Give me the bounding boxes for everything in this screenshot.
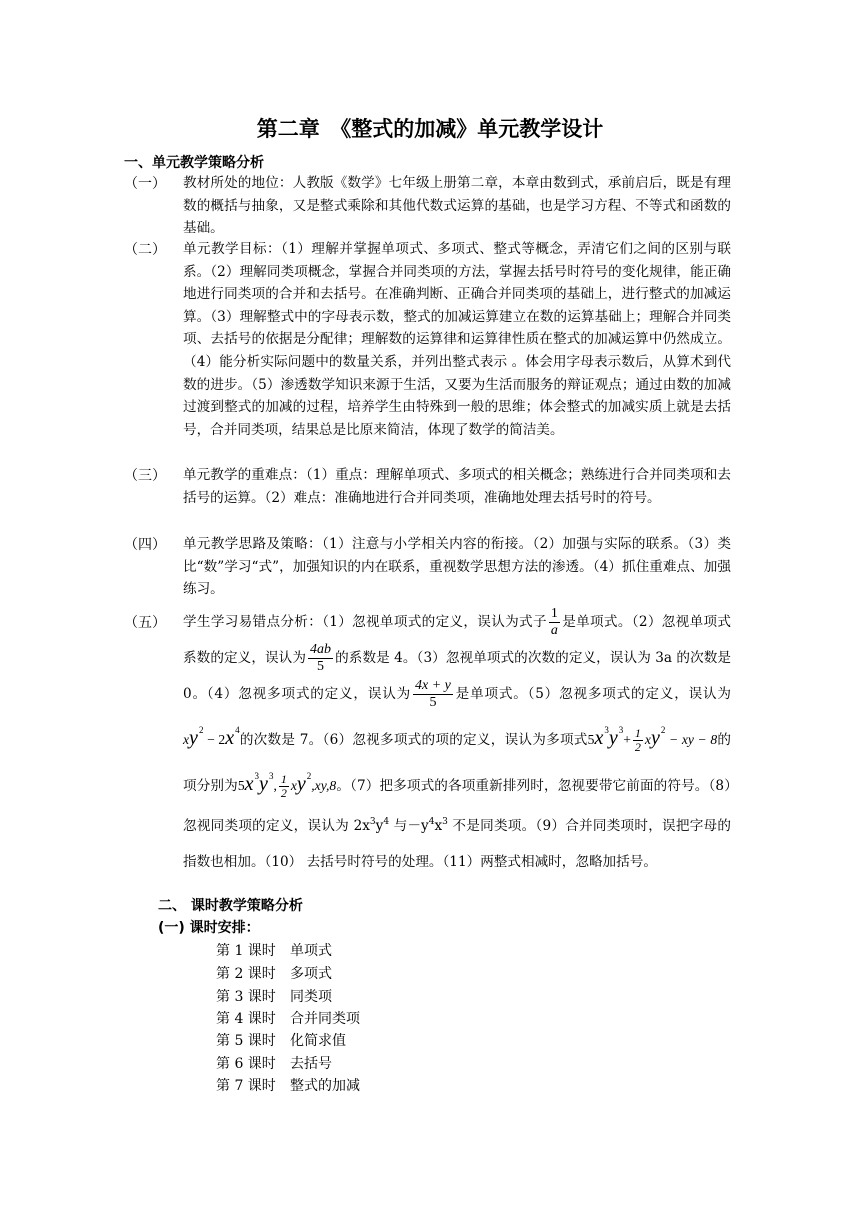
math-var: x (644, 732, 651, 747)
math-rest: − xy − 8 (665, 732, 718, 747)
denominator: 5 (317, 659, 325, 674)
exponent: 3 (618, 725, 624, 735)
lesson-name: 同类项 (290, 989, 332, 1005)
lesson-name: 整式的加减 (290, 1078, 360, 1094)
lesson-item (216, 987, 332, 1007)
math-var: y (189, 727, 198, 749)
item-number-5: （五） (124, 615, 166, 631)
expression-polynomial (587, 725, 718, 755)
exponent: 2 (306, 771, 312, 781)
item-number-2: （二） (124, 242, 166, 258)
numerator: 1 (550, 606, 558, 621)
math-var: x (594, 727, 604, 749)
lesson-number: 第 7 课时 (216, 1078, 276, 1094)
fraction-half (279, 773, 289, 800)
math-rest: ,xy,8 (311, 778, 337, 793)
numerator: 1 (280, 772, 287, 787)
page-title: 第二章 《整式的加减》单元教学设计 (256, 117, 604, 141)
math-var: y (259, 773, 268, 795)
lesson-name: 去括号 (290, 1056, 332, 1072)
lesson-schedule-heading: (一) 课时安排： (158, 920, 260, 936)
item-text-1: 教材所处的地位：人教版《数学》七年级上册第二章，本章由数到式，承前启后，既是有理数的概括与抽象，又是整式乘除和其他代数式运算的基础，也是学习方程、不等式和函数的基础。 (183, 175, 731, 237)
math-var: y (296, 773, 306, 795)
item-number-3: （三） (124, 468, 166, 484)
expression-terms (237, 771, 337, 801)
numerator: 4ab (310, 642, 332, 657)
math-coef: 5 (587, 732, 595, 747)
exponent: 3 (268, 771, 274, 781)
section-heading-1: 一、单元教学策略分析 (124, 155, 264, 171)
math-var: x (183, 732, 190, 747)
expression-xy2-2x4 (183, 725, 240, 749)
item-text-3: 单元教学的重难点：（1）重点：理解单项式、多项式的相关概念；熟练进行合并同类项和去括号的运算。（2）难点：准确地进行合并同类项，准确地处理去括号时的符号。 (183, 467, 731, 506)
item-text-2: 单元教学目标：（1）理解并掌握单项式、多项式、整式等概念，弄清它们之间的区别与联系。（2）理解同类项概念，掌握合并同类项的方法，掌握去括号时符号的变化规律，能正确地进行同类项的合并和去括号。在准确判断、正确合并同类项的基础上，进行整式的加减运算。（3）理解整式中的字母表示数，整式的加减运算建立在数的运算基础上；理解合并同类项、去括号的依据是分配律；理解数的运算律和运算律性质在整式的加减运算中仍然成立。（4）能分析实际问题中的数量关系，并列出整式表示 。体会用字母表示数后，从算术到代数的进步。（5）渗透数学知识来源于生活，又要为生活而服务的辩证观点；通过由数的加减过渡到整式的加减的过程，培养学生由特殊到一般的思维；体会整式的加减实质上就是去括号，合并同类项，结果总是比原来简洁，体现了数学的简洁美。 (183, 241, 731, 438)
exponent: 3 (369, 817, 376, 827)
lesson-name: 单项式 (290, 943, 332, 959)
lesson-item (216, 1054, 332, 1074)
text-run: 的项分别为 (183, 732, 731, 794)
exponent: 3 (254, 771, 260, 781)
text-run: 不是同类项。（9）合并同类项时，误把字母的指数也相加。（10） 去括号时符号的处理。（11）两整式相减时，忽略加括号。 (183, 818, 731, 870)
text-run: 的系数是 4。（3）忽视单项式的次数的定义，误认为 3a 的次数是 0。（4）忽视多项式的定义，误认为 (183, 650, 732, 702)
lesson-number: 第 6 课时 (216, 1056, 276, 1072)
lesson-number: 第 4 课时 (216, 1011, 276, 1027)
text-run: 与－y (389, 818, 429, 834)
math-coef: 5 (237, 778, 245, 793)
text-run: x (434, 818, 443, 834)
denominator: 2 (634, 740, 641, 755)
lesson-item (216, 964, 332, 984)
math-op: − 2 (203, 732, 226, 747)
math-var: y (650, 727, 660, 749)
item-text-5 (183, 604, 731, 880)
denominator: 2 (280, 786, 287, 801)
text-run: 的次数是 7。（6）忽视多项式的项的定义，误认为多项式 (239, 732, 588, 748)
lesson-name: 合并同类项 (290, 1011, 360, 1027)
exponent: 3 (604, 725, 609, 735)
exponent: 4 (235, 725, 240, 735)
exponent: 2 (660, 725, 666, 735)
lesson-number: 第 3 课时 (216, 989, 276, 1005)
math-var: x (290, 778, 297, 793)
exponent: 4 (428, 817, 435, 827)
denominator: a (550, 623, 558, 638)
lesson-item (216, 1009, 360, 1029)
lesson-item (216, 941, 332, 961)
text-run: 。（7）把多项式的各项重新排列时，忽视要带它前面的符号。（8）忽视同类项的定义，误认为 2x (183, 778, 731, 834)
math-var: x (244, 773, 254, 795)
text-run: 是单项式。（2）忽视单项式系数的定义，误认为 (183, 614, 731, 666)
text-run: 学生学习易错点分析：（1）忽视单项式的定义，误认为式子 (183, 614, 547, 630)
lesson-item (216, 1031, 346, 1051)
lesson-item (216, 1076, 360, 1096)
numerator: 1 (634, 726, 641, 741)
item-number-4: （四） (124, 537, 166, 553)
lesson-name: 化简求值 (290, 1033, 346, 1049)
fraction-one-over-a (549, 606, 560, 639)
exponent: 4 (383, 817, 390, 827)
section-heading-2: 二、 课时教学策略分析 (158, 898, 303, 914)
math-var: y (608, 727, 618, 749)
math-op: , (273, 778, 277, 793)
fraction-4ab-over-5 (308, 642, 333, 675)
lesson-number: 第 1 课时 (216, 943, 276, 959)
text-run: y (375, 818, 384, 834)
exponent: 2 (198, 725, 204, 735)
math-var: x (225, 727, 235, 749)
text-run: 是单项式。（5）忽视多项式的定义，误认为 (454, 686, 731, 702)
item-number-1: （一） (124, 176, 166, 192)
fraction-4x-plus-y-over-5 (413, 678, 453, 711)
math-op: + (623, 732, 631, 747)
item-text-4: 单元教学思路及策略：（1）注意与小学相关内容的衔接。（2）加强与实际的联系。（3）类比“数”学习“式”，加强知识的内在联系，重视数学思想方法的渗透。（4）抓住重难点、加强练习。 (183, 536, 731, 598)
exponent: 3 (442, 817, 448, 827)
numerator: 4x + y (415, 678, 451, 693)
lesson-number: 第 2 课时 (216, 966, 276, 982)
fraction-half (633, 727, 643, 754)
denominator: 5 (429, 695, 437, 710)
lesson-number: 第 5 课时 (216, 1033, 276, 1049)
lesson-name: 多项式 (290, 966, 332, 982)
